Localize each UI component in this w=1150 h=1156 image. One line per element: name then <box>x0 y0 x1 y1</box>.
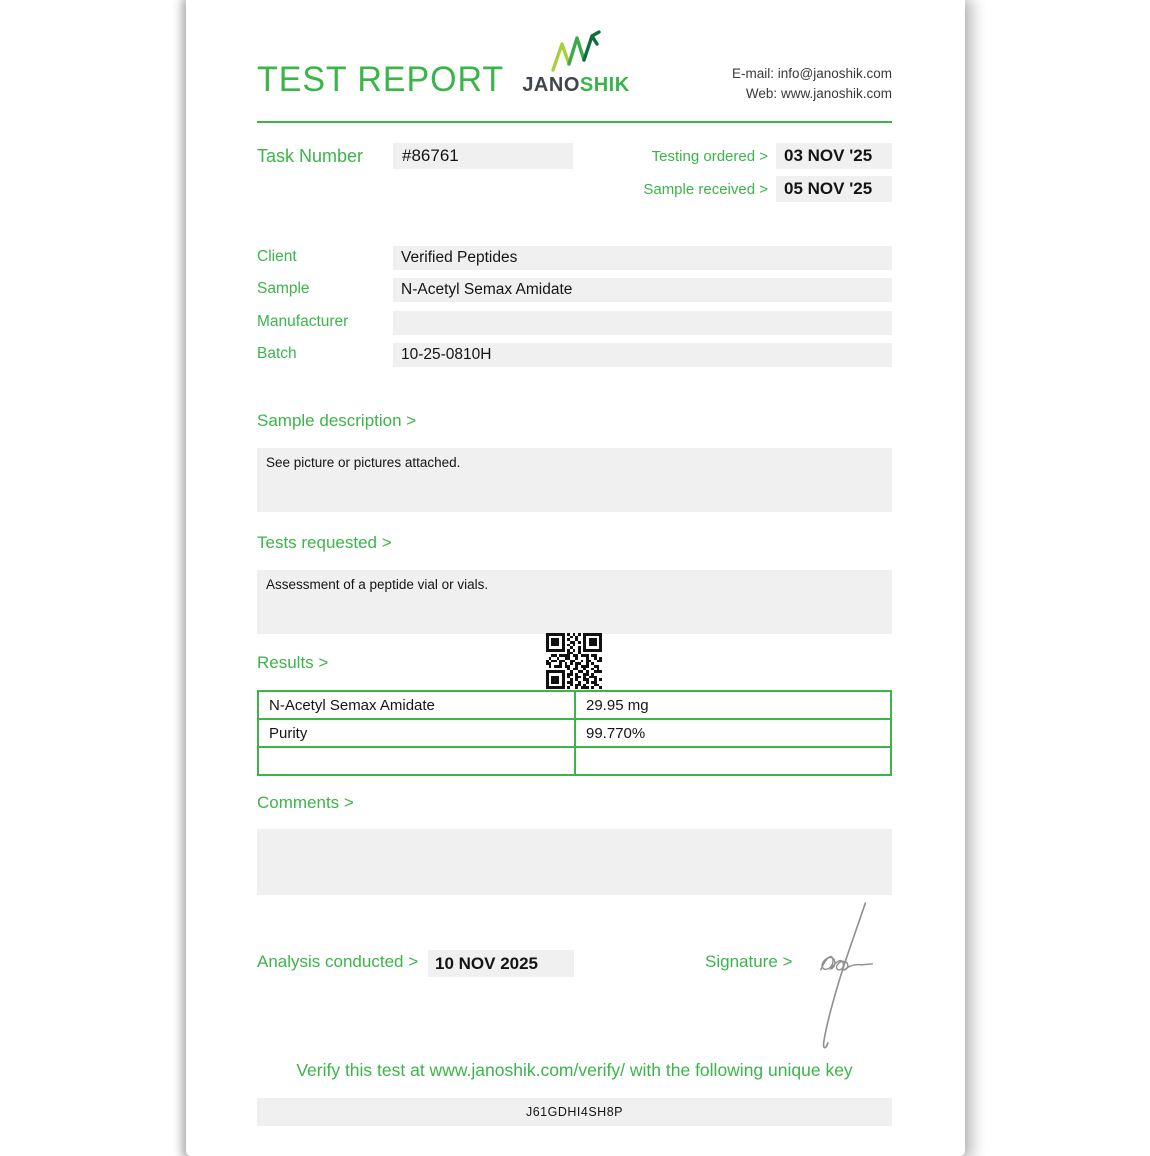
manufacturer-label: Manufacturer <box>257 313 349 330</box>
result-value-cell: 99.770% <box>575 719 891 747</box>
qr-code <box>546 633 602 689</box>
sample-received-row <box>643 176 892 202</box>
sample-description-heading: Sample description > <box>257 411 417 430</box>
email-value: info@janoshik.com <box>777 66 892 81</box>
sample-received-label: Sample received > <box>643 180 768 198</box>
web-value: www.janoshik.com <box>780 85 892 101</box>
logo-wordmark <box>516 74 636 97</box>
tests-requested-heading: Tests requested > <box>257 533 392 552</box>
email-label: E-mail: <box>731 66 774 81</box>
manufacturer-value <box>393 311 892 335</box>
contact-email <box>732 64 892 84</box>
sample-received-value: 05 NOV '25 <box>776 176 892 202</box>
result-value-cell: 29.95 mg <box>575 691 891 719</box>
batch-value: 10-25-0810H <box>393 343 892 367</box>
result-name-cell <box>258 747 575 775</box>
contact-web <box>732 84 892 104</box>
report-page <box>186 0 965 1156</box>
client-value: Verified Peptides <box>393 246 892 270</box>
analysis-date-value: 10 NOV 2025 <box>428 950 574 977</box>
task-number-label: Task Number <box>257 146 364 166</box>
tests-requested-box: Assessment of a peptide vial or vials. <box>257 570 892 634</box>
comments-box <box>257 829 892 895</box>
results-table <box>257 690 892 776</box>
logo-text-jano: JANO <box>522 74 580 96</box>
sample-label: Sample <box>257 280 310 297</box>
testing-ordered-row <box>652 143 892 169</box>
client-label: Client <box>257 248 297 265</box>
testing-ordered-value: 03 NOV '25 <box>776 143 892 169</box>
table-row <box>258 719 891 747</box>
testing-ordered-label: Testing ordered > <box>651 147 768 165</box>
analysis-conducted-label: Analysis conducted > <box>257 952 419 971</box>
signature-stroke <box>794 897 886 1054</box>
unique-key-value: J61GDHI4SH8P <box>257 1098 892 1126</box>
signature-label: Signature > <box>705 952 793 971</box>
result-value-cell <box>575 747 891 775</box>
batch-label: Batch <box>257 345 297 362</box>
page-title: TEST REPORT <box>257 60 505 99</box>
comments-heading: Comments > <box>257 793 354 812</box>
growth-chart-icon <box>547 28 605 72</box>
task-number-value: #86761 <box>393 143 573 169</box>
sample-description-box: See picture or pictures attached. <box>257 448 892 512</box>
logo <box>516 28 636 97</box>
signature <box>794 897 886 1059</box>
sample-value: N-Acetyl Semax Amidate <box>393 278 892 302</box>
logo-text-shik: SHIK <box>579 74 630 96</box>
web-label: Web: <box>745 85 778 101</box>
result-name-cell: Purity <box>258 719 575 747</box>
verify-text: Verify this test at www.janoshik.com/verify/ with the following unique key <box>296 1060 853 1080</box>
header-divider <box>257 121 892 123</box>
result-name-cell: N-Acetyl Semax Amidate <box>258 691 575 719</box>
results-heading: Results > <box>257 653 329 672</box>
table-row <box>258 747 891 775</box>
contact-info <box>732 64 892 103</box>
table-row <box>258 691 891 719</box>
